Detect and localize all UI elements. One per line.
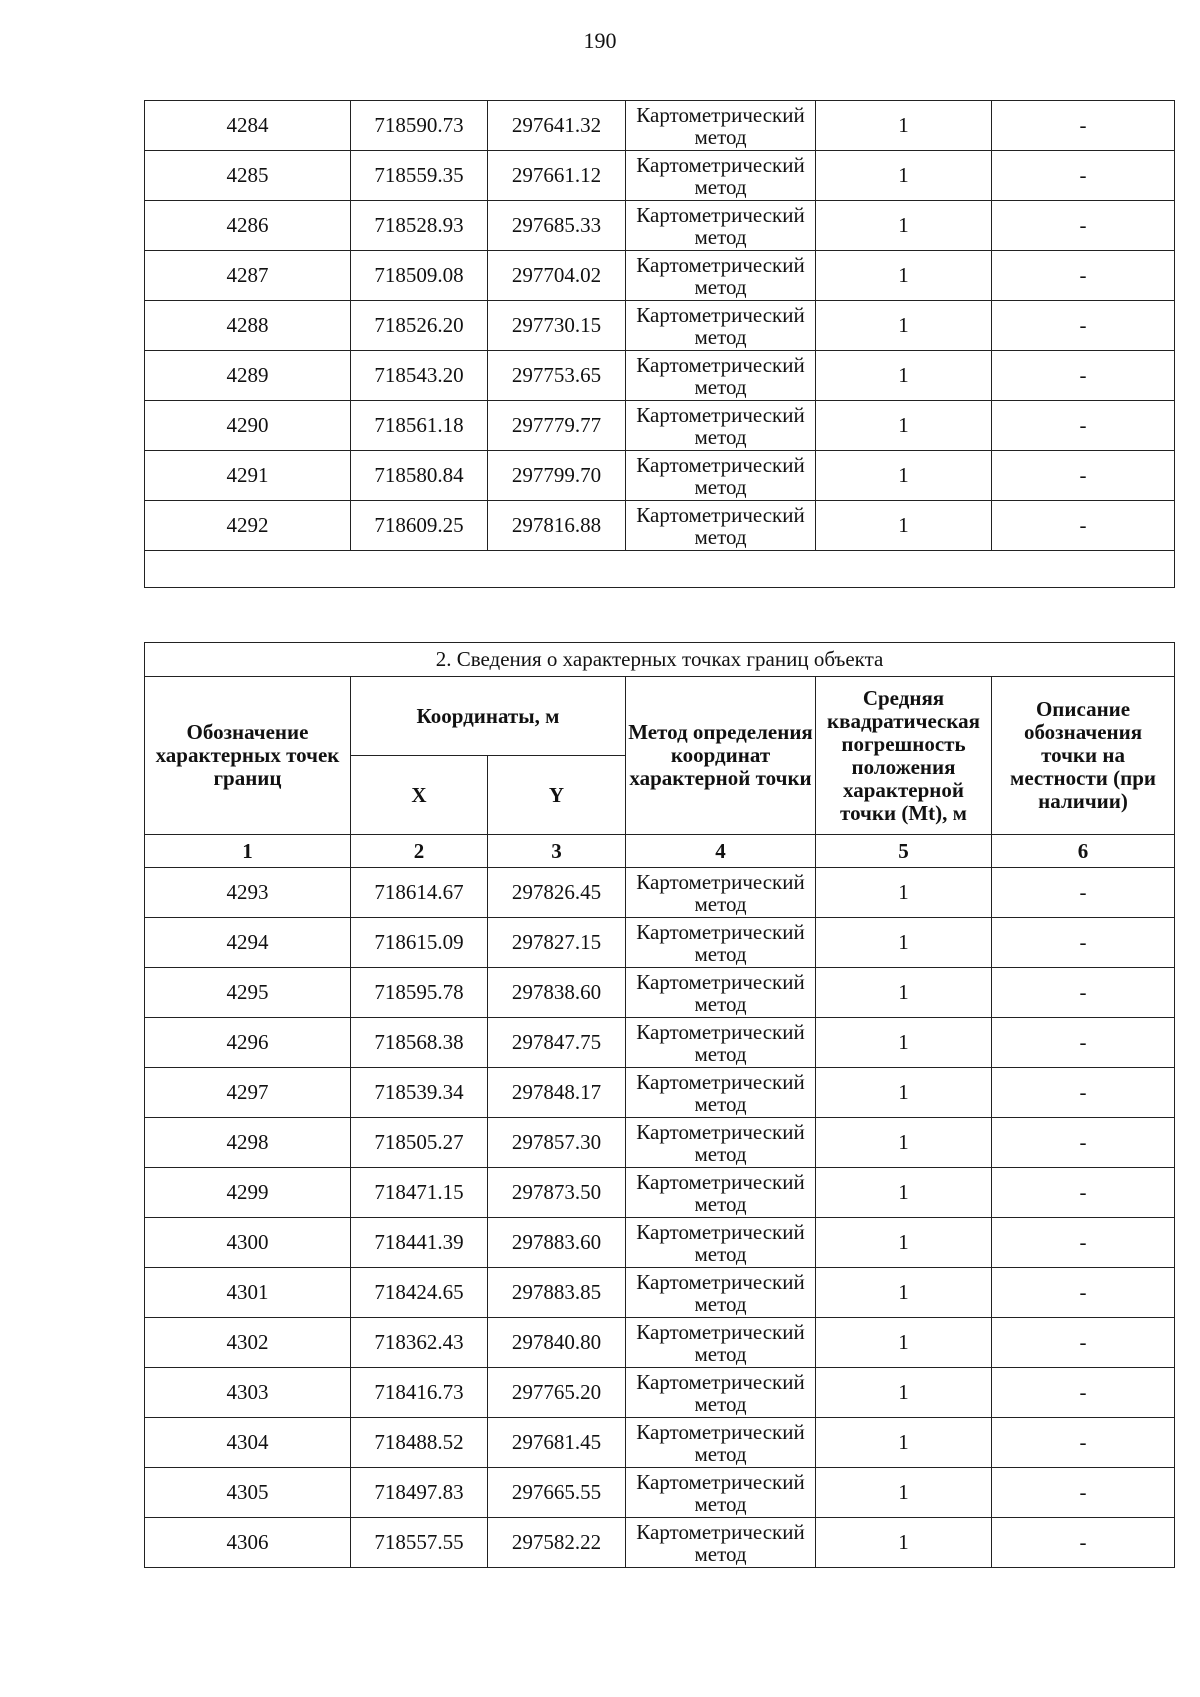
method-cell: Картометрический метод: [626, 1218, 816, 1268]
method-cell: Картометрический метод: [626, 1018, 816, 1068]
x-coordinate-cell: 718614.67: [351, 868, 488, 918]
y-coordinate-cell: 297681.45: [488, 1418, 626, 1468]
description-cell: -: [992, 101, 1175, 151]
x-coordinate-cell: 718568.38: [351, 1018, 488, 1068]
description-cell: -: [992, 301, 1175, 351]
point-cell: 4288: [145, 301, 351, 351]
table-row: [145, 1318, 1175, 1368]
table-row: [145, 968, 1175, 1018]
description-cell: -: [992, 1268, 1175, 1318]
method-cell: Картометрический метод: [626, 1468, 816, 1518]
column-number: 2: [351, 835, 488, 868]
boundary-points-table: [144, 642, 1175, 1568]
y-coordinate-cell: 297816.88: [488, 501, 626, 551]
description-cell: -: [992, 1418, 1175, 1468]
point-cell: 4292: [145, 501, 351, 551]
point-cell: 4297: [145, 1068, 351, 1118]
method-cell: Картометрический метод: [626, 351, 816, 401]
table-row: [145, 1168, 1175, 1218]
description-cell: -: [992, 351, 1175, 401]
header-point-label: Обозначение характерных точек границ: [145, 677, 351, 835]
method-cell: Картометрический метод: [626, 1518, 816, 1568]
x-coordinate-cell: 718441.39: [351, 1218, 488, 1268]
table-row: [145, 1218, 1175, 1268]
point-cell: 4284: [145, 101, 351, 151]
point-cell: 4285: [145, 151, 351, 201]
table-row: [145, 1368, 1175, 1418]
description-cell: -: [992, 201, 1175, 251]
method-cell: Картометрический метод: [626, 1118, 816, 1168]
method-cell: Картометрический метод: [626, 101, 816, 151]
point-cell: 4287: [145, 251, 351, 301]
mean-error-cell: 1: [816, 151, 992, 201]
method-cell: Картометрический метод: [626, 868, 816, 918]
point-cell: 4303: [145, 1368, 351, 1418]
page-number: 190: [583, 28, 617, 53]
x-coordinate-cell: 718609.25: [351, 501, 488, 551]
method-cell: Картометрический метод: [626, 968, 816, 1018]
method-cell: Картометрический метод: [626, 918, 816, 968]
table-body: [145, 101, 1175, 551]
table-row: [145, 1518, 1175, 1568]
table-row: [145, 1268, 1175, 1318]
point-cell: 4296: [145, 1018, 351, 1068]
y-coordinate-cell: 297765.20: [488, 1368, 626, 1418]
column-number-row: [145, 835, 1175, 868]
mean-error-cell: 1: [816, 1068, 992, 1118]
point-cell: 4299: [145, 1168, 351, 1218]
description-cell: -: [992, 1068, 1175, 1118]
table-row: [145, 351, 1175, 401]
x-coordinate-cell: 718505.27: [351, 1118, 488, 1168]
header-description: Описание обозначения точки на местности (при наличии): [992, 677, 1175, 835]
y-coordinate-cell: 297582.22: [488, 1518, 626, 1568]
mean-error-cell: 1: [816, 451, 992, 501]
description-cell: -: [992, 1118, 1175, 1168]
mean-error-cell: 1: [816, 918, 992, 968]
y-coordinate-cell: 297883.60: [488, 1218, 626, 1268]
column-number: 4: [626, 835, 816, 868]
mean-error-cell: 1: [816, 201, 992, 251]
table-row: [145, 868, 1175, 918]
x-coordinate-cell: 718590.73: [351, 101, 488, 151]
mean-error-cell: 1: [816, 1418, 992, 1468]
y-coordinate-cell: 297873.50: [488, 1168, 626, 1218]
description-cell: -: [992, 1368, 1175, 1418]
y-coordinate-cell: 297704.02: [488, 251, 626, 301]
x-coordinate-cell: 718424.65: [351, 1268, 488, 1318]
mean-error-cell: 1: [816, 1518, 992, 1568]
method-cell: Картометрический метод: [626, 501, 816, 551]
mean-error-cell: 1: [816, 968, 992, 1018]
table-row: [145, 151, 1175, 201]
point-cell: 4304: [145, 1418, 351, 1468]
y-coordinate-cell: 297641.32: [488, 101, 626, 151]
y-coordinate-cell: 297779.77: [488, 401, 626, 451]
method-cell: Картометрический метод: [626, 1418, 816, 1468]
x-coordinate-cell: 718528.93: [351, 201, 488, 251]
method-cell: Картометрический метод: [626, 1168, 816, 1218]
column-number: 1: [145, 835, 351, 868]
point-cell: 4294: [145, 918, 351, 968]
table-row: [145, 1118, 1175, 1168]
mean-error-cell: 1: [816, 1168, 992, 1218]
y-coordinate-cell: 297730.15: [488, 301, 626, 351]
table-row: [145, 451, 1175, 501]
y-coordinate-cell: 297799.70: [488, 451, 626, 501]
point-cell: 4289: [145, 351, 351, 401]
y-coordinate-cell: 297857.30: [488, 1118, 626, 1168]
description-cell: -: [992, 451, 1175, 501]
x-coordinate-cell: 718615.09: [351, 918, 488, 968]
description-cell: -: [992, 1518, 1175, 1568]
empty-cell: [145, 551, 1175, 588]
x-coordinate-cell: 718580.84: [351, 451, 488, 501]
description-cell: -: [992, 401, 1175, 451]
method-cell: Картометрический метод: [626, 151, 816, 201]
method-cell: Картометрический метод: [626, 201, 816, 251]
x-coordinate-cell: 718526.20: [351, 301, 488, 351]
header-method: Метод определения координат характерной точки: [626, 677, 816, 835]
point-cell: 4298: [145, 1118, 351, 1168]
method-cell: Картометрический метод: [626, 1318, 816, 1368]
table-row: [145, 301, 1175, 351]
header-y: Y: [488, 756, 626, 835]
table-row: [145, 501, 1175, 551]
x-coordinate-cell: 718416.73: [351, 1368, 488, 1418]
method-cell: Картометрический метод: [626, 401, 816, 451]
method-cell: Картометрический метод: [626, 301, 816, 351]
table-row: [145, 201, 1175, 251]
table-row: [145, 918, 1175, 968]
y-coordinate-cell: 297661.12: [488, 151, 626, 201]
point-cell: 4301: [145, 1268, 351, 1318]
column-number: 3: [488, 835, 626, 868]
description-cell: -: [992, 868, 1175, 918]
point-cell: 4290: [145, 401, 351, 451]
x-coordinate-cell: 718362.43: [351, 1318, 488, 1368]
header-x: X: [351, 756, 488, 835]
x-coordinate-cell: 718595.78: [351, 968, 488, 1018]
x-coordinate-cell: 718497.83: [351, 1468, 488, 1518]
mean-error-cell: 1: [816, 251, 992, 301]
point-cell: 4295: [145, 968, 351, 1018]
coordinates-table-continued: [144, 100, 1175, 588]
mean-error-cell: 1: [816, 1468, 992, 1518]
y-coordinate-cell: 297847.75: [488, 1018, 626, 1068]
x-coordinate-cell: 718559.35: [351, 151, 488, 201]
method-cell: Картометрический метод: [626, 1268, 816, 1318]
y-coordinate-cell: 297838.60: [488, 968, 626, 1018]
point-cell: 4306: [145, 1518, 351, 1568]
point-cell: 4293: [145, 868, 351, 918]
table-row: [145, 1068, 1175, 1118]
description-cell: -: [992, 1168, 1175, 1218]
mean-error-cell: 1: [816, 1018, 992, 1068]
x-coordinate-cell: 718488.52: [351, 1418, 488, 1468]
description-cell: -: [992, 251, 1175, 301]
y-coordinate-cell: 297848.17: [488, 1068, 626, 1118]
description-cell: -: [992, 1018, 1175, 1068]
x-coordinate-cell: 718471.15: [351, 1168, 488, 1218]
point-cell: 4291: [145, 451, 351, 501]
method-cell: Картометрический метод: [626, 451, 816, 501]
point-cell: 4302: [145, 1318, 351, 1368]
point-cell: 4300: [145, 1218, 351, 1268]
y-coordinate-cell: 297753.65: [488, 351, 626, 401]
description-cell: -: [992, 151, 1175, 201]
table-body: [145, 868, 1175, 1568]
description-cell: -: [992, 1318, 1175, 1368]
method-cell: Картометрический метод: [626, 1368, 816, 1418]
table-row: [145, 1018, 1175, 1068]
mean-error-cell: 1: [816, 1118, 992, 1168]
description-cell: -: [992, 968, 1175, 1018]
mean-error-cell: 1: [816, 1268, 992, 1318]
mean-error-cell: 1: [816, 351, 992, 401]
mean-error-cell: 1: [816, 868, 992, 918]
description-cell: -: [992, 1218, 1175, 1268]
mean-error-cell: 1: [816, 101, 992, 151]
method-cell: Картометрический метод: [626, 251, 816, 301]
y-coordinate-cell: 297827.15: [488, 918, 626, 968]
mean-error-cell: 1: [816, 1368, 992, 1418]
mean-error-cell: 1: [816, 1218, 992, 1268]
header-coordinates: Координаты, м: [351, 677, 626, 756]
mean-error-cell: 1: [816, 501, 992, 551]
x-coordinate-cell: 718543.20: [351, 351, 488, 401]
y-coordinate-cell: 297840.80: [488, 1318, 626, 1368]
table-row: [145, 251, 1175, 301]
table-row: [145, 401, 1175, 451]
y-coordinate-cell: 297883.85: [488, 1268, 626, 1318]
mean-error-cell: 1: [816, 301, 992, 351]
x-coordinate-cell: 718557.55: [351, 1518, 488, 1568]
description-cell: -: [992, 1468, 1175, 1518]
header-mean-error: Средняя квадратическая погрешность положения характерной точки (Mt), м: [816, 677, 992, 835]
table-row: [145, 1468, 1175, 1518]
description-cell: -: [992, 918, 1175, 968]
table-row: [145, 101, 1175, 151]
table-row: [145, 1418, 1175, 1468]
point-cell: 4286: [145, 201, 351, 251]
mean-error-cell: 1: [816, 401, 992, 451]
mean-error-cell: 1: [816, 1318, 992, 1368]
column-number: 6: [992, 835, 1175, 868]
method-cell: Картометрический метод: [626, 1068, 816, 1118]
y-coordinate-cell: 297665.55: [488, 1468, 626, 1518]
table-caption: 2. Сведения о характерных точках границ объекта: [145, 643, 1175, 677]
column-number: 5: [816, 835, 992, 868]
x-coordinate-cell: 718509.08: [351, 251, 488, 301]
description-cell: -: [992, 501, 1175, 551]
x-coordinate-cell: 718539.34: [351, 1068, 488, 1118]
point-cell: 4305: [145, 1468, 351, 1518]
y-coordinate-cell: 297826.45: [488, 868, 626, 918]
x-coordinate-cell: 718561.18: [351, 401, 488, 451]
empty-row: [145, 551, 1175, 588]
y-coordinate-cell: 297685.33: [488, 201, 626, 251]
